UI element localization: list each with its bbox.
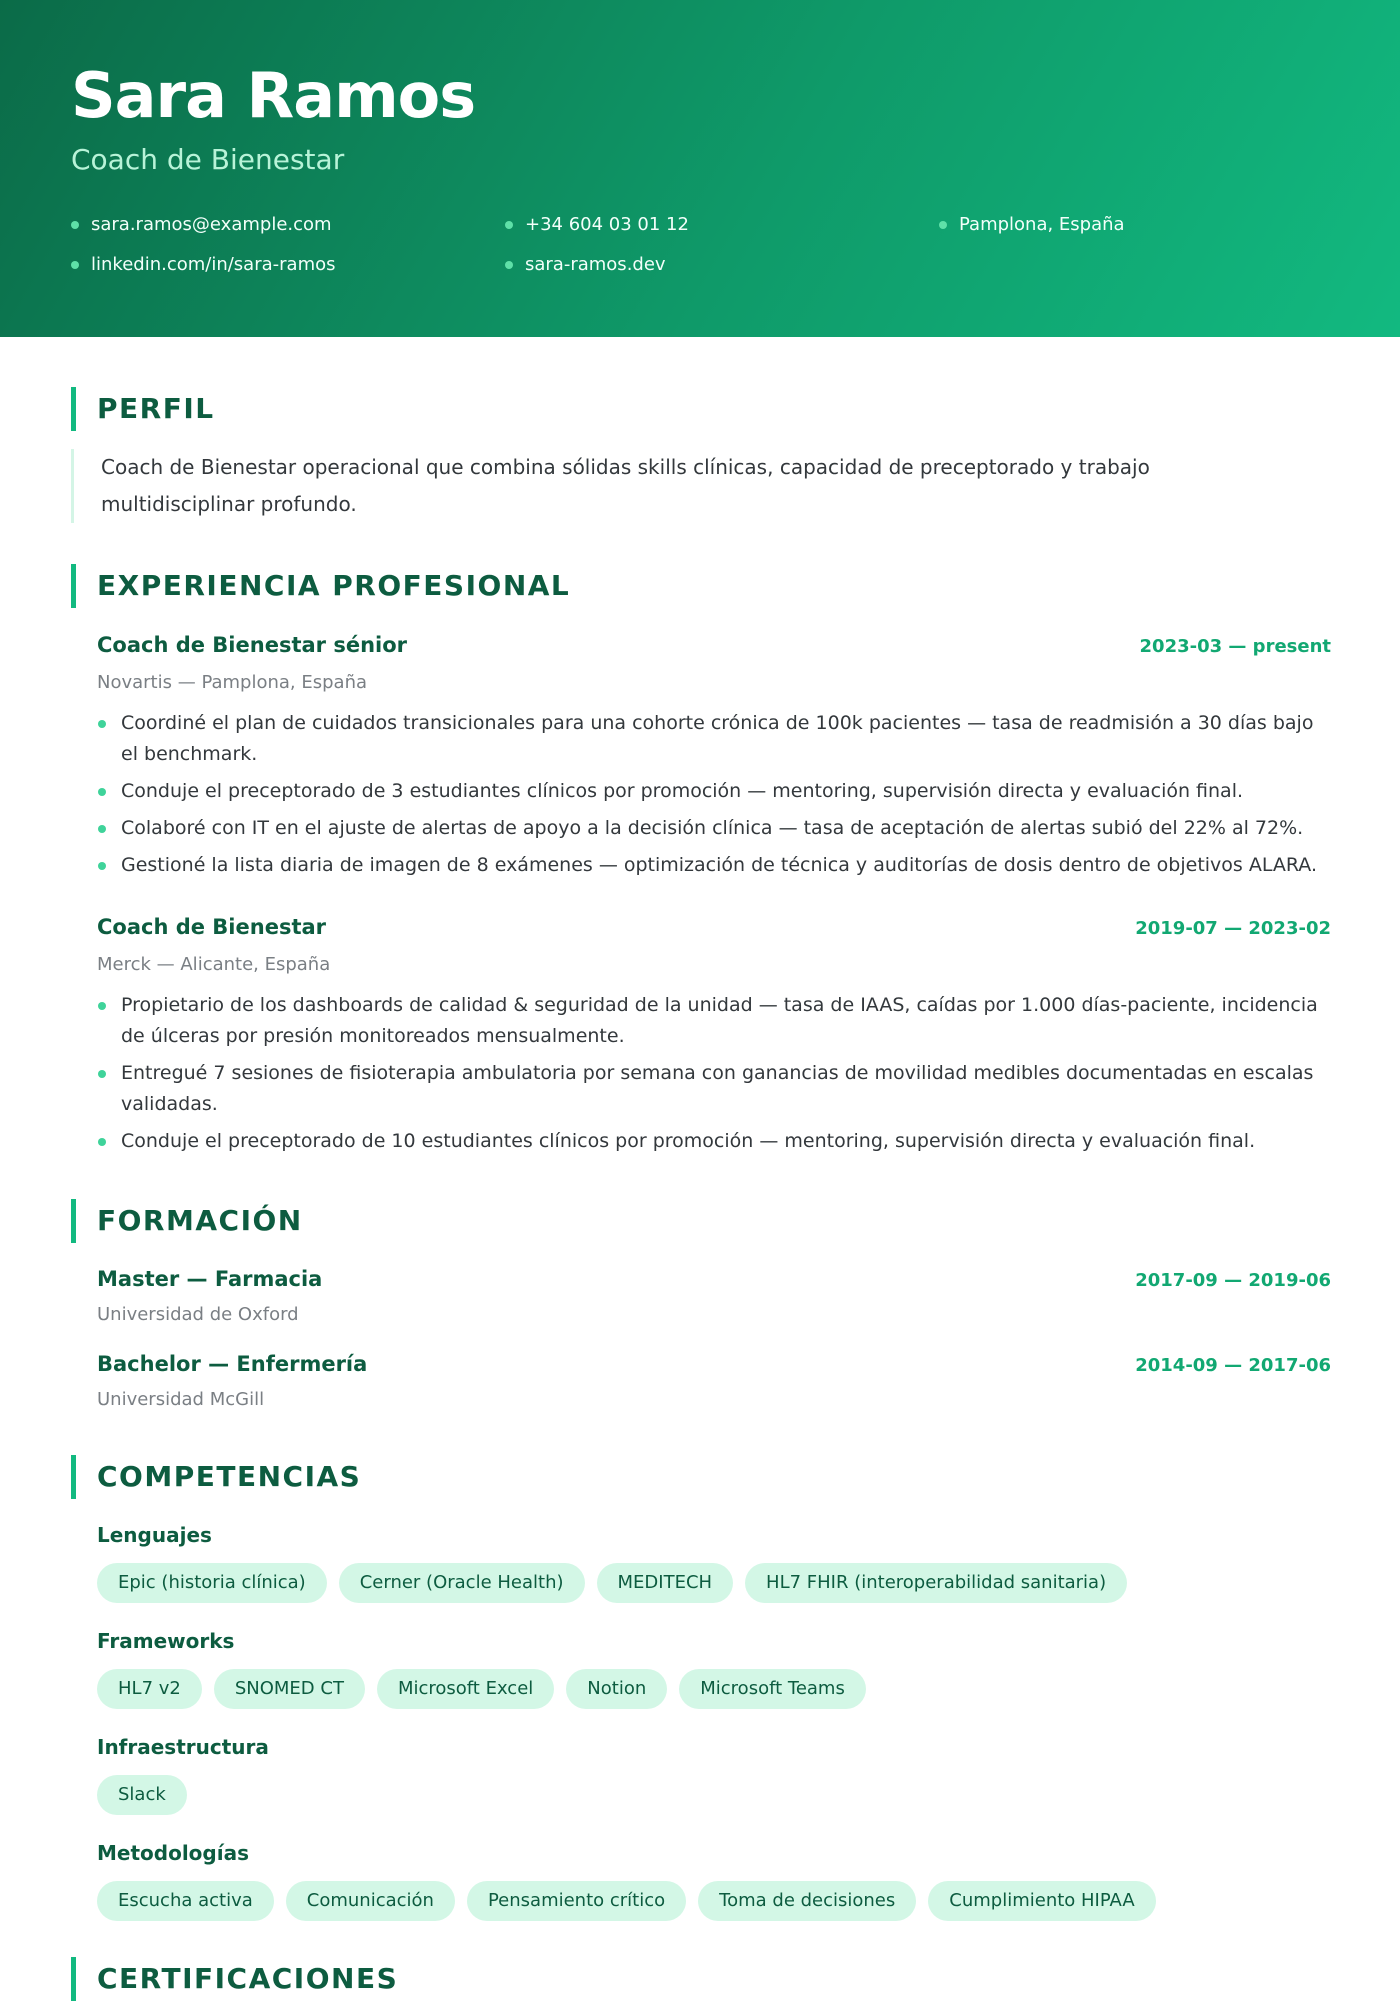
- contact-location-text: Pamplona, España: [959, 214, 1125, 235]
- skill-chip: Microsoft Teams: [679, 1669, 866, 1709]
- job-company: Novartis — Pamplona, España: [97, 672, 368, 693]
- bullet-dot-icon: [505, 221, 513, 229]
- skill-chip: Microsoft Excel: [377, 1669, 554, 1709]
- resume-header: [0, 0, 1400, 337]
- candidate-name: Sara Ramos: [71, 59, 476, 132]
- section-title-profile: PERFIL: [71, 387, 215, 431]
- skill-chip: Notion: [566, 1669, 667, 1709]
- degree-dates: 2017-09 — 2019-06: [1135, 1270, 1331, 1291]
- skill-chip: Cerner (Oracle Health): [339, 1563, 585, 1603]
- job-bullets: [97, 990, 1331, 1163]
- job-dates: 2019-07 — 2023-02: [1135, 918, 1331, 939]
- skill-chip: HL7 FHIR (interoperabilidad sanitaria): [745, 1563, 1127, 1603]
- skill-group-label: Metodologías: [97, 1841, 249, 1865]
- skill-chip: MEDITECH: [597, 1563, 734, 1603]
- bullet-dot-icon: [939, 221, 947, 229]
- section-title-certifications: CERTIFICACIONES: [71, 1957, 398, 2001]
- skill-chips: [97, 1563, 1127, 1603]
- skill-chip: Escucha activa: [97, 1881, 274, 1921]
- degree-title: Master — Farmacia: [97, 1267, 323, 1291]
- skill-group-label: Frameworks: [97, 1629, 235, 1653]
- list-item: Coordiné el plan de cuidados transicionales para una cohorte crónica de 100k pacientes — tasa de readmisión a 30 días bajo el benchmark.: [97, 708, 1331, 770]
- section-title-skills: COMPETENCIAS: [71, 1455, 361, 1499]
- contact-linkedin-text: linkedin.com/in/sara-ramos: [91, 254, 336, 275]
- contact-website-text: sara-ramos.dev: [525, 254, 666, 275]
- skill-chip: Cumplimiento HIPAA: [928, 1881, 1155, 1921]
- skill-chip: Pensamiento crítico: [467, 1881, 686, 1921]
- skill-chip: Slack: [97, 1775, 187, 1815]
- contact-linkedin[interactable]: [71, 254, 336, 275]
- skill-group-label: Lenguajes: [97, 1523, 212, 1547]
- list-item: Conduje el preceptorado de 10 estudiantes clínicos por promoción — mentoring, supervisión directa y evaluación final.: [97, 1126, 1331, 1157]
- skill-chips: [97, 1669, 866, 1709]
- degree-school: Universidad McGill: [97, 1389, 265, 1410]
- degree-school: Universidad de Oxford: [97, 1304, 299, 1325]
- list-item: Gestioné la lista diaria de imagen de 8 exámenes — optimización de técnica y auditorías de dosis dentro de objetivos ALARA.: [97, 850, 1331, 881]
- section-title-experience: EXPERIENCIA PROFESIONAL: [71, 564, 570, 608]
- skill-chip: Comunicación: [286, 1881, 455, 1921]
- contact-email[interactable]: [71, 214, 332, 235]
- list-item: Conduje el preceptorado de 3 estudiantes clínicos por promoción — mentoring, supervisión directa y evaluación final.: [97, 776, 1331, 807]
- list-item: Propietario de los dashboards de calidad & seguridad de la unidad — tasa de IAAS, caídas por 1.000 días-paciente, incidencia de úlceras por presión monitoreados mensualmente.: [97, 990, 1331, 1052]
- job-company: Merck — Alicante, España: [97, 954, 331, 975]
- list-item: Colaboré con IT en el ajuste de alertas de apoyo a la decisión clínica — tasa de aceptación de alertas subió del 22% al 72%.: [97, 813, 1331, 844]
- degree-dates: 2014-09 — 2017-06: [1135, 1355, 1331, 1376]
- skill-chip: Epic (historia clínica): [97, 1563, 327, 1603]
- skill-chip: Toma de decisiones: [698, 1881, 916, 1921]
- bullet-dot-icon: [71, 221, 79, 229]
- list-item: Entregué 7 sesiones de fisioterapia ambulatoria por semana con ganancias de movilidad medibles documentadas en escalas validadas.: [97, 1058, 1331, 1120]
- candidate-role: Coach de Bienestar: [71, 143, 345, 176]
- degree-title: Bachelor — Enfermería: [97, 1352, 368, 1376]
- contact-phone[interactable]: [505, 214, 689, 235]
- profile-summary: Coach de Bienestar operacional que combina sólidas skills clínicas, capacidad de preceptorado y trabajo multidisciplinar profundo.: [71, 449, 1251, 523]
- skill-group-label: Infraestructura: [97, 1735, 269, 1759]
- skill-chips: [97, 1775, 187, 1815]
- job-bullets: [97, 708, 1331, 887]
- skill-chips: [97, 1881, 1156, 1921]
- skill-chip: SNOMED CT: [214, 1669, 365, 1709]
- contact-phone-text: +34 604 03 01 12: [525, 214, 689, 235]
- job-title: Coach de Bienestar: [97, 915, 327, 939]
- skill-chip: HL7 v2: [97, 1669, 202, 1709]
- job-dates: 2023-03 — present: [1139, 636, 1331, 657]
- job-title: Coach de Bienestar sénior: [97, 633, 407, 657]
- bullet-dot-icon: [505, 261, 513, 269]
- contact-email-text: sara.ramos@example.com: [91, 214, 332, 235]
- section-title-education: FORMACIÓN: [71, 1199, 303, 1243]
- bullet-dot-icon: [71, 261, 79, 269]
- contact-location: [939, 214, 1125, 235]
- contact-website[interactable]: [505, 254, 666, 275]
